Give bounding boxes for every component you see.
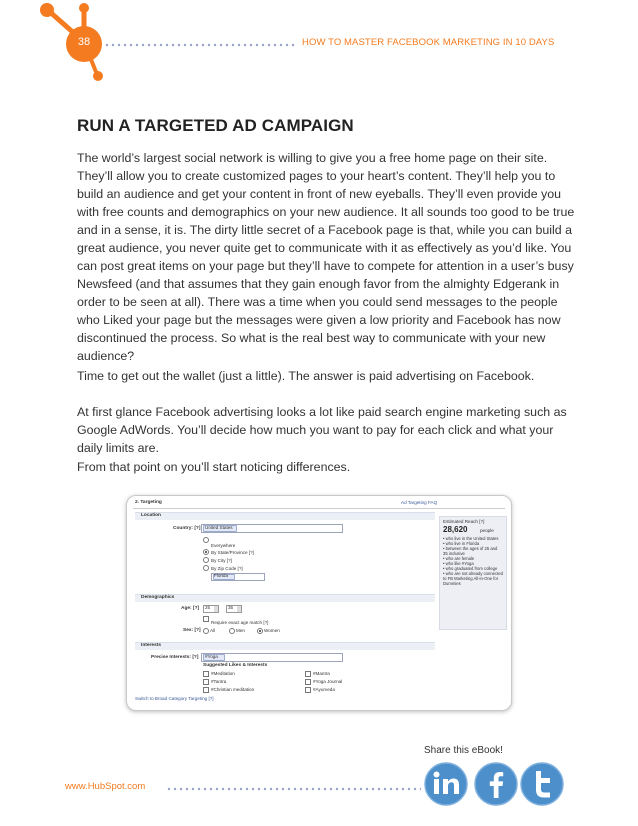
exact-age-checkbox[interactable] [203, 616, 209, 622]
reach-line: • who are female [443, 556, 475, 561]
facebook-icon[interactable] [474, 762, 518, 806]
demographics-section-label: Demographics [141, 595, 175, 600]
state-token-label: Florida [214, 573, 229, 578]
facebook-targeting-screenshot [126, 495, 512, 711]
suggested-checkbox[interactable] [305, 687, 311, 693]
location-bar [135, 512, 435, 520]
footer-url[interactable]: www.HubSpot.com [65, 781, 146, 792]
reach-title: Estimated Reach [?] [443, 519, 485, 524]
reach-count: 28,620 [443, 525, 468, 534]
location-radio-city[interactable] [203, 557, 209, 563]
sex-option-label: All [210, 628, 216, 633]
suggested-checkbox[interactable] [203, 679, 209, 685]
divider [133, 508, 505, 509]
suggested-checkbox[interactable] [203, 671, 209, 677]
location-radio-state[interactable] [203, 549, 209, 555]
suggested-label: #Yoga Journal [313, 679, 343, 684]
reach-line: • who live in Florida [443, 541, 480, 546]
location-radio-zip[interactable] [203, 565, 209, 571]
suggested-label: #Christian meditation [211, 687, 255, 692]
suggested-heading: Suggested Likes & Interests [203, 663, 268, 668]
country-token-label: United States [205, 525, 233, 530]
targeting-heading: 2. Targeting [135, 500, 162, 505]
suggested-label: #Ayurveda [313, 687, 335, 692]
reach-unit: people [480, 528, 494, 533]
interests-section-label: Interests [141, 643, 161, 648]
broad-category-link[interactable]: Switch to Broad Category Targeting [?] [135, 696, 214, 701]
suggested-label: #Tantra [211, 679, 227, 684]
location-option-label: By Zip Code [?] [211, 566, 243, 571]
footer-dot-rule [166, 787, 421, 791]
suggested-label: #Meditation [211, 671, 235, 676]
header-dot-rule [104, 43, 296, 47]
precise-interests-label: Precise Interests: [?] [151, 655, 199, 660]
body-paragraph: Time to get out the wallet (just a little). The answer is paid advertising on Facebook. [77, 369, 535, 383]
country-label: Country: [?] [173, 526, 201, 531]
reach-line: • who like #Yoga [443, 561, 474, 566]
section-heading: RUN A TARGETED AD CAMPAIGN [77, 116, 354, 135]
header-title: HOW TO MASTER FACEBOOK MARKETING IN 10 DAYS [302, 37, 555, 48]
body-paragraph: From that point on you’ll start noticing differences. [77, 460, 351, 474]
exact-age-label: Require exact age match [?] [211, 620, 269, 625]
reach-line: • who live in the United States [443, 536, 499, 541]
location-section-label: Location [141, 513, 161, 518]
location-radio-everywhere[interactable] [203, 537, 209, 543]
estimated-reach-panel [439, 516, 507, 630]
sex-label: Sex: [?] [183, 628, 201, 633]
linkedin-icon[interactable] [424, 762, 468, 806]
location-option-label: By City [?] [211, 558, 232, 563]
interests-bar [135, 642, 435, 650]
location-option-label: Everywhere [211, 543, 236, 548]
reach-criteria [443, 536, 503, 586]
suggested-checkbox[interactable] [305, 679, 311, 685]
sex-radio-men[interactable] [229, 628, 235, 634]
ad-targeting-faq-link[interactable]: Ad Targeting FAQ [401, 500, 438, 505]
reach-line: • who are not already connected to FB Marketing All-in-One for Dummies [443, 571, 503, 586]
location-option-label: By State/Province [?] [211, 550, 254, 555]
reach-line: • who graduated from college [443, 566, 498, 571]
suggested-checkbox[interactable] [305, 671, 311, 677]
sex-radio-women[interactable] [257, 628, 263, 634]
share-ebook-label: Share this eBook! [424, 745, 503, 756]
age-label: Age: [?] [181, 606, 200, 611]
precise-interest-token-label: #Yoga [205, 654, 218, 659]
page-number: 38 [77, 36, 91, 48]
suggested-label: #Mantra [313, 671, 330, 676]
age-to-value: 35 [228, 605, 234, 610]
age-from-value: 25 [205, 605, 211, 610]
sex-radio-all[interactable] [203, 628, 209, 634]
sex-option-label: Men [236, 628, 245, 633]
suggested-checkbox[interactable] [203, 687, 209, 693]
twitter-icon[interactable] [520, 762, 564, 806]
reach-line: • between the ages of 25 and 35 inclusive [443, 546, 498, 556]
sex-option-label: Women [264, 628, 280, 633]
body-paragraph: At first glance Facebook advertising looks a lot like paid search engine marketing such as Google AdWords. You’ll decide how much you want to pay for each click and what your daily limits are. [77, 405, 567, 455]
body-paragraph: The world’s largest social network is willing to give you a free home page on their site. They’ll allow you to create customized pages to your heart’s content. They’ll help you to build an audience and get your content in front of new eyeballs. They’ll even provide you with free counts and demographics on your new audience. It all sounds too good to be true and in a sense, it is. The dirty little secret of a Facebook page is that, while you can build a great audience, you never quite get to communicate with it as effectively as you’d like. You can post great items on your page but they’ll have to compete for attention in a user’s busy Newsfeed (and that assumes that they gain enough favor from the almighty Edgerank in order to be seen at all). There was a time when you could send messages to the people who Liked your page but the messages were given a low priority and Facebook has now discontinued the process. So what is the real best way to communicate with your new audience? [77, 151, 575, 363]
demographics-bar [135, 594, 435, 602]
